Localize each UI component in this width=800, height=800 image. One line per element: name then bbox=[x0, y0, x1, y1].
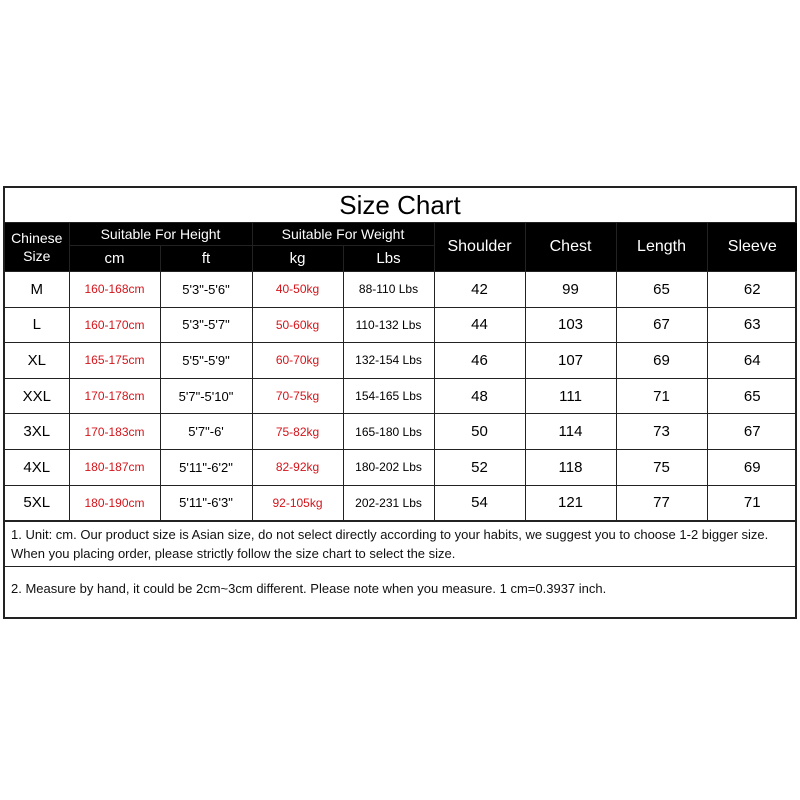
cell-length: 65 bbox=[616, 272, 707, 308]
header-shoulder: Shoulder bbox=[434, 223, 525, 272]
cell-weight-lbs: 165-180 Lbs bbox=[343, 414, 434, 450]
cell-chest: 118 bbox=[525, 449, 616, 485]
cell-weight-lbs: 180-202 Lbs bbox=[343, 449, 434, 485]
header-height-group: Suitable For Height bbox=[69, 223, 252, 246]
cell-height-cm: 170-178cm bbox=[69, 378, 160, 414]
header-chinese-size-line1: Chinese bbox=[11, 230, 63, 246]
cell-chest: 107 bbox=[525, 343, 616, 379]
cell-chest: 99 bbox=[525, 272, 616, 308]
cell-weight-lbs: 110-132 Lbs bbox=[343, 307, 434, 343]
cell-height-ft: 5'11"-6'3" bbox=[160, 485, 252, 521]
cell-size: M bbox=[5, 272, 69, 308]
cell-sleeve: 71 bbox=[707, 485, 797, 521]
table-row bbox=[5, 485, 797, 521]
cell-height-ft: 5'3"-5'7" bbox=[160, 307, 252, 343]
cell-sleeve: 64 bbox=[707, 343, 797, 379]
cell-height-ft: 5'5"-5'9" bbox=[160, 343, 252, 379]
cell-shoulder: 52 bbox=[434, 449, 525, 485]
chart-title: Size Chart bbox=[5, 188, 795, 223]
header-chinese-size-line2: Size bbox=[23, 248, 51, 264]
cell-height-ft: 5'7"-5'10" bbox=[160, 378, 252, 414]
table-row bbox=[5, 272, 797, 308]
cell-weight-kg: 60-70kg bbox=[252, 343, 343, 379]
size-chart bbox=[3, 186, 797, 619]
cell-sleeve: 67 bbox=[707, 414, 797, 450]
cell-weight-kg: 75-82kg bbox=[252, 414, 343, 450]
header-row-top bbox=[5, 223, 797, 246]
cell-height-cm: 165-175cm bbox=[69, 343, 160, 379]
cell-height-ft: 5'3"-5'6" bbox=[160, 272, 252, 308]
header-ft: ft bbox=[160, 246, 252, 272]
table-row bbox=[5, 343, 797, 379]
cell-size: 3XL bbox=[5, 414, 69, 450]
header-cm: cm bbox=[69, 246, 160, 272]
header-chest: Chest bbox=[525, 223, 616, 272]
note-measure: 2. Measure by hand, it could be 2cm~3cm different. Please note when you measure. 1 cm=0.3937 inch. bbox=[5, 566, 795, 617]
cell-chest: 114 bbox=[525, 414, 616, 450]
cell-length: 71 bbox=[616, 378, 707, 414]
cell-shoulder: 46 bbox=[434, 343, 525, 379]
cell-chest: 103 bbox=[525, 307, 616, 343]
cell-chest: 121 bbox=[525, 485, 616, 521]
cell-weight-lbs: 202-231 Lbs bbox=[343, 485, 434, 521]
cell-shoulder: 42 bbox=[434, 272, 525, 308]
table-row bbox=[5, 414, 797, 450]
header-length: Length bbox=[616, 223, 707, 272]
cell-weight-kg: 50-60kg bbox=[252, 307, 343, 343]
cell-weight-lbs: 132-154 Lbs bbox=[343, 343, 434, 379]
cell-height-ft: 5'11"-6'2" bbox=[160, 449, 252, 485]
header-kg: kg bbox=[252, 246, 343, 272]
cell-sleeve: 69 bbox=[707, 449, 797, 485]
cell-size: L bbox=[5, 307, 69, 343]
table-row bbox=[5, 307, 797, 343]
cell-height-cm: 160-170cm bbox=[69, 307, 160, 343]
cell-chest: 111 bbox=[525, 378, 616, 414]
cell-shoulder: 50 bbox=[434, 414, 525, 450]
cell-weight-lbs: 154-165 Lbs bbox=[343, 378, 434, 414]
cell-length: 67 bbox=[616, 307, 707, 343]
cell-size: XL bbox=[5, 343, 69, 379]
cell-height-cm: 170-183cm bbox=[69, 414, 160, 450]
header-weight-group: Suitable For Weight bbox=[252, 223, 434, 246]
cell-weight-kg: 70-75kg bbox=[252, 378, 343, 414]
cell-sleeve: 63 bbox=[707, 307, 797, 343]
cell-length: 69 bbox=[616, 343, 707, 379]
cell-length: 75 bbox=[616, 449, 707, 485]
table-row bbox=[5, 378, 797, 414]
cell-weight-kg: 82-92kg bbox=[252, 449, 343, 485]
cell-length: 73 bbox=[616, 414, 707, 450]
header-lbs: Lbs bbox=[343, 246, 434, 272]
note-unit: 1. Unit: cm. Our product size is Asian size, do not select directly according to your habits, we suggest you to choose 1-2 bigger size. When you placing order, please strictly follow the size chart to select the size. bbox=[5, 521, 795, 566]
cell-size: 4XL bbox=[5, 449, 69, 485]
cell-shoulder: 48 bbox=[434, 378, 525, 414]
cell-weight-kg: 40-50kg bbox=[252, 272, 343, 308]
cell-shoulder: 54 bbox=[434, 485, 525, 521]
cell-length: 77 bbox=[616, 485, 707, 521]
cell-size: XXL bbox=[5, 378, 69, 414]
cell-height-ft: 5'7"-6' bbox=[160, 414, 252, 450]
header-chinese-size bbox=[5, 223, 69, 272]
header-sleeve: Sleeve bbox=[707, 223, 797, 272]
cell-height-cm: 180-190cm bbox=[69, 485, 160, 521]
cell-sleeve: 65 bbox=[707, 378, 797, 414]
cell-weight-lbs: 88-110 Lbs bbox=[343, 272, 434, 308]
cell-height-cm: 160-168cm bbox=[69, 272, 160, 308]
cell-height-cm: 180-187cm bbox=[69, 449, 160, 485]
cell-weight-kg: 92-105kg bbox=[252, 485, 343, 521]
cell-size: 5XL bbox=[5, 485, 69, 521]
cell-sleeve: 62 bbox=[707, 272, 797, 308]
size-table bbox=[5, 223, 797, 521]
table-row bbox=[5, 449, 797, 485]
cell-shoulder: 44 bbox=[434, 307, 525, 343]
